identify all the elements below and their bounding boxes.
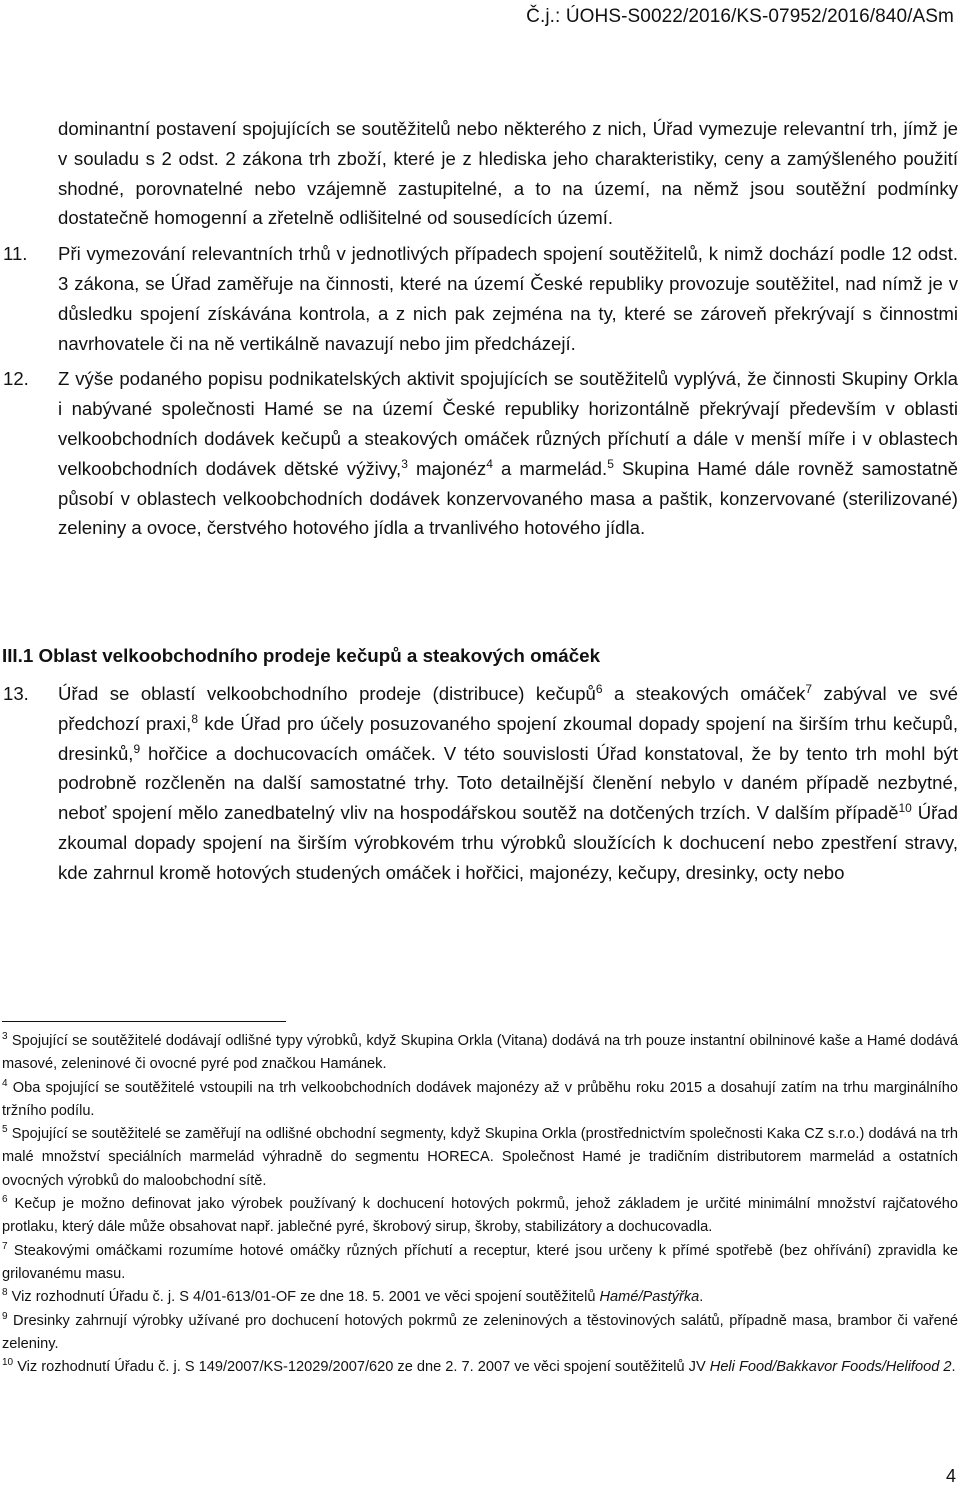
footnote-number: 10 [2, 1357, 14, 1369]
footnote-text: Oba spojující se soutěžitelé vstoupili na trh velkoobchodních dodávek majonézy až v průběhu roku 2015 a dosahují zatím na trhu marginálního tržního podílu. [2, 1079, 958, 1119]
paragraph-text: Úřad zkoumal dopady spojení na širším výrobkovém trhu výrobků sloužících k dochucení nebo zpestření stravy, kde zahrnul kromě hotových studených omáček i hořčici, majonézy, kečupy, dresinky, octy nebo [58, 802, 958, 883]
footnote-tail: . [699, 1289, 704, 1306]
footnote-ref[interactable]: 3 [401, 456, 408, 471]
page-number: 4 [945, 1466, 956, 1486]
paragraph-12 [3, 364, 959, 543]
body-text [3, 114, 959, 549]
footnote-number: 4 [2, 1077, 8, 1089]
section-heading: III.1 Oblast velkoobchodního prodeje kečupů a steakových omáček [2, 645, 601, 666]
paragraph-text: Úřad se oblastí velkoobchodního prodeje (distribuce) kečupů [58, 683, 596, 704]
footnote-9 [2, 1310, 958, 1357]
footnote-italic: Heli Food/Bakkavor Foods/Helifood 2 [709, 1359, 952, 1376]
footnote-text: Spojující se soutěžitelé se zaměřují na odlišné obchodní segmenty, když Skupina Orkla (prostřednictvím společnosti Kaka CZ s.r.o.) dodává na trh malé množství speciálních marmelád výhradně do segmentu HORECA. Společnost Hamé je tradičním distributorem marmelád a ostatních ovocných výrobků do maloobchodní sítě. [2, 1126, 958, 1189]
document-reference: Č.j.: ÚOHS-S0022/2016/KS-07952/2016/840/ASm [526, 6, 954, 27]
footnote-number: 8 [2, 1287, 8, 1299]
paragraph-text: kde Úřad pro účely posuzovaného spojení zkoumal dopady spojení na širším trhu kečupů, dresinků, [58, 712, 958, 764]
paragraph-text: zabýval ve své předchozí praxi, [58, 683, 959, 734]
footnotes [2, 1030, 958, 1379]
footnote-number: 5 [2, 1124, 8, 1136]
paragraph-text: Z výše podaného popisu podnikatelských aktivit spojujících se soutěžitelů vyplývá, že činnosti Skupiny Orkla i nabývané společnosti Hamé se na území České republiky horizontálně překrývají především v oblasti velkoobchodních dodávek kečupů a steakových omáček různých příchutí a dále v menší míře i v oblastech velkoobchodních dodávek dětské výživy, [58, 368, 958, 479]
footnote-ref[interactable]: 9 [133, 741, 141, 756]
paragraph-text: Při vymezování relevantních trhů v jednotlivých případech spojení soutěžitelů, k nimž dochází podle 12 odst. 3 zákona, se Úřad zaměřuje na činnosti, které na území České republiky provozuje soutěžitel, nad nímž je v důsledku spojení získávána kontrola, a z nich pak zejména na ty, které se zároveň překrývají s činnostmi navrhovatele či na ně vertikálně navazují nebo jim předcházejí. [58, 243, 958, 354]
footnote-text: Kečup je možno definovat jako výrobek používaný k dochucení hotových pokrmů, jehož základem je určité minimální množství rajčatového protlaku, který dále může obsahovat např. jablečné pyré, škrobový sirup, škroby, stabilizátory a dochucovadla. [2, 1196, 958, 1236]
footnote-3 [2, 1030, 958, 1077]
footnote-text: Viz rozhodnutí Úřadu č. j. S 149/2007/KS-12029/2007/620 ze dne 2. 7. 2007 ve věci spojení soutěžitelů JV [17, 1359, 710, 1376]
footnote-text: Steakovými omáčkami rozumíme hotové omáčky různých příchutí a receptur, které jsou určeny k přímé spotřebě (bez ohřívání) zpravidla ke grilovanému masu. [2, 1242, 958, 1282]
paragraph-13 [3, 679, 959, 888]
footnote-10 [2, 1356, 958, 1379]
footnote-ref[interactable]: 6 [595, 681, 603, 696]
footnote-ref[interactable]: 5 [607, 456, 614, 471]
footnote-text: Spojující se soutěžitelé dodávají odlišné typy výrobků, když Skupina Orkla (Vitana) dodává na trh pouze instantní obilninové kaše a Hamé dodává masové, zeleninové či ovocné pyré pod značkou Hamánek. [2, 1033, 958, 1073]
paragraph-number: 13. [3, 683, 29, 704]
paragraph-11 [3, 239, 958, 358]
paragraph-number: 11. [3, 243, 28, 265]
footnote-number: 3 [2, 1031, 8, 1043]
footnote-text: Dresinky zahrnují výrobky užívané pro dochucení hotových pokrmů ze zeleninových a těstovinových salátů, případně masa, brambor či vařené zeleniny. [2, 1312, 958, 1352]
footnote-6 [2, 1193, 958, 1240]
paragraph-text: majonéz [415, 457, 487, 479]
paragraph-text: a steakových omáček [614, 683, 806, 704]
footnote-number: 6 [2, 1194, 8, 1206]
footnote-ref[interactable]: 10 [898, 801, 912, 815]
footnote-number: 9 [2, 1310, 8, 1322]
intro-paragraph: dominantní postavení spojujících se soutěžitelů nebo některého z nich, Úřad vymezuje relevantní trh, jímž je v souladu s 2 odst. 2 zákona trh zboží, které je z hlediska jeho charakteristiky, ceny a zamýšleného použití shodné, porovnatelné nebo vzájemně zastupitelné, a to na území, na němž jsou soutěžní podmínky dostatečně homogenní a zřetelně odlišitelné od sousedících území. [58, 118, 958, 229]
footnote-number: 7 [2, 1240, 8, 1252]
paragraph-text: hořčice a dochucovacích omáček. V této souvislosti Úřad konstatoval, že by tento trh mohl být podrobně rozčleněn na další samostatné trhy. Toto detailnější členění nebylo v daném případě nezbytné, neboť spojení mělo zanedbatelný vliv na hospodářskou soutěž na dotčených trzích. V dalším případě [58, 742, 958, 824]
footnote-5 [2, 1123, 958, 1193]
footnote-8 [2, 1286, 958, 1309]
footnote-text: Viz rozhodnutí Úřadu č. j. S 4/01-613/01-OF ze dne 18. 5. 2001 ve věci spojení soutěžitelů [11, 1289, 600, 1306]
footnote-italic: Hamé/Pastýřka [599, 1289, 700, 1306]
footnote-ref[interactable]: 8 [191, 711, 199, 726]
footnote-7 [2, 1240, 958, 1287]
footnote-ref[interactable]: 4 [486, 456, 493, 471]
footnote-divider [2, 1021, 286, 1022]
paragraph-text: a marmelád. [500, 457, 608, 479]
footnote-4 [2, 1077, 958, 1124]
paragraph-number: 12. [3, 368, 29, 390]
paragraph-text: Skupina Hamé dále rovněž samostatně působí v oblastech velkoobchodních dodávek konzervovaného masa a paštik, konzervované (sterilizované) zeleniny a ovoce, čerstvého hotového jídla a trvanlivého hotového jídla. [58, 457, 959, 539]
footnote-ref[interactable]: 7 [805, 681, 813, 696]
footnote-tail: . [951, 1359, 956, 1376]
